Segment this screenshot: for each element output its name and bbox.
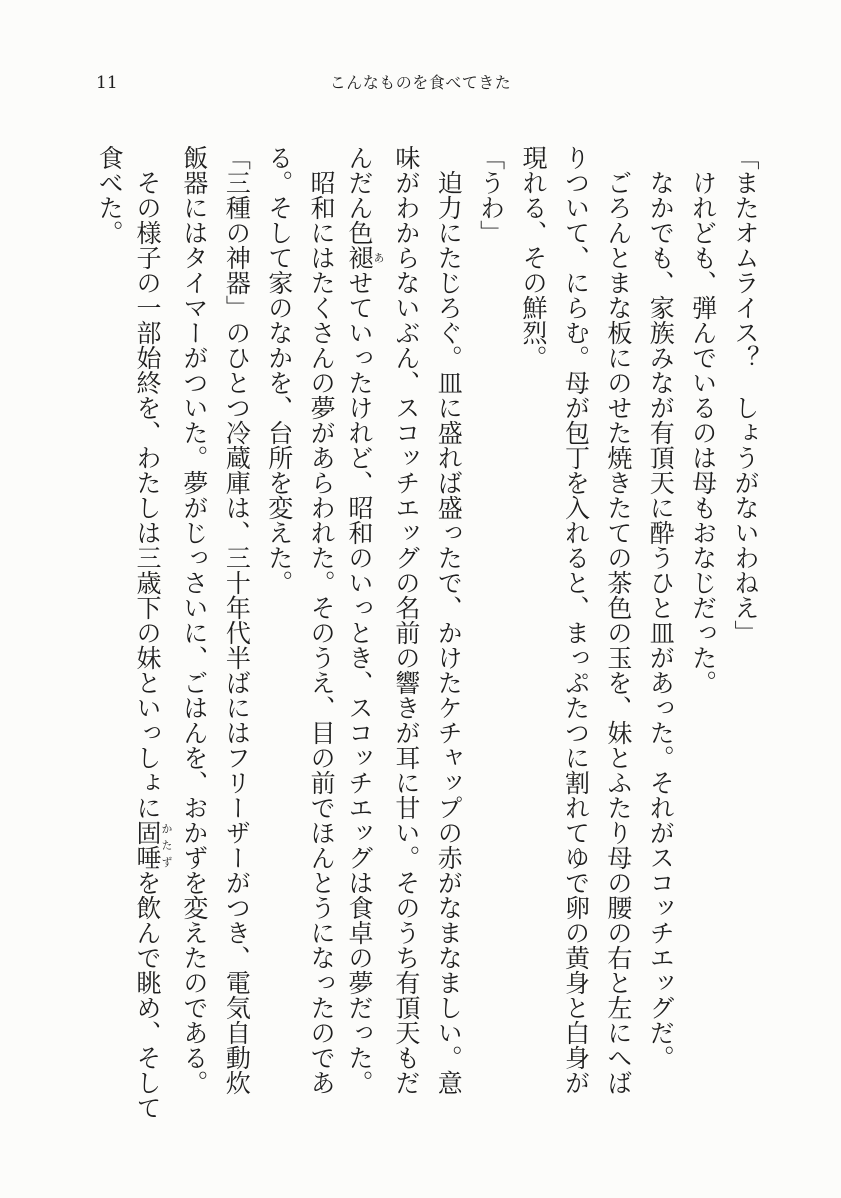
ruby-reading: かたず xyxy=(160,820,174,870)
text-line: る。そして家のなかを、台所を変えた。 xyxy=(264,145,294,595)
ruby-base: 褪 xyxy=(344,245,374,270)
text-line: なかでも、家族みなが有頂天に酔うひと皿があった。それがスコッチエッグだ。 xyxy=(646,170,676,1070)
page-number: 11 xyxy=(96,73,118,93)
running-title: こんなものを食べてきた xyxy=(329,73,512,92)
ruby-base: 固唾 xyxy=(133,820,163,870)
text-line: 昭和にはたくさんの夢があらわれた。そのうえ、目の前でほんとうになったのであ xyxy=(307,170,337,1095)
text-line xyxy=(130,145,172,1145)
text-segment: せていったけれど、昭和のいっとき、スコッチエッグは食卓の夢だった。 xyxy=(344,270,374,1095)
text-line: ごろんとまな板にのせた焼きたての茶色の玉を、妹とふたり母の腰の右と左にへば xyxy=(603,170,633,1095)
body-text xyxy=(88,145,766,1145)
ruby-annotation xyxy=(344,245,385,270)
text-line: 「三種の神器」のひとつ冷蔵庫は、三十年代半ばにはフリーザーがつき、電気自動炊 xyxy=(222,145,252,1095)
text-line: りついて、にらむ。母が包丁を入れると、まっぷたつに割れてゆで卵の黄身と白身が xyxy=(561,145,591,1095)
text-line: 「うわ」 xyxy=(476,145,506,245)
text-line xyxy=(342,145,384,1145)
ruby-reading: あ xyxy=(371,245,385,270)
text-line: 飯器にはタイマーがついた。夢がじっさいに、ごはんを、おかずを変えたのである。 xyxy=(179,145,209,1095)
text-segment: んだん色 xyxy=(344,145,374,245)
text-line: 味がわからないぶん、スコッチエッグの名前の響きが耳に甘い。そのうち有頂天もだ xyxy=(391,145,421,1095)
text-line: 現れる、その鮮烈。 xyxy=(519,145,549,370)
text-segment: を飲んで眺め、そして xyxy=(133,870,163,1120)
ruby-annotation xyxy=(133,820,174,870)
text-line: 迫力にたじろぐ。皿に盛れば盛ったで、かけたケチャップの赤がなまなましい。意 xyxy=(434,170,464,1095)
text-line: 食べた。 xyxy=(95,145,125,245)
text-line: けれども、弾んでいるのは母もおなじだった。 xyxy=(688,170,718,695)
text-segment: その様子の一部始終を、わたしは三歳下の妹といっしょに xyxy=(133,170,163,820)
text-line: 「またオムライス？ しょうがないわねえ」 xyxy=(731,145,760,645)
